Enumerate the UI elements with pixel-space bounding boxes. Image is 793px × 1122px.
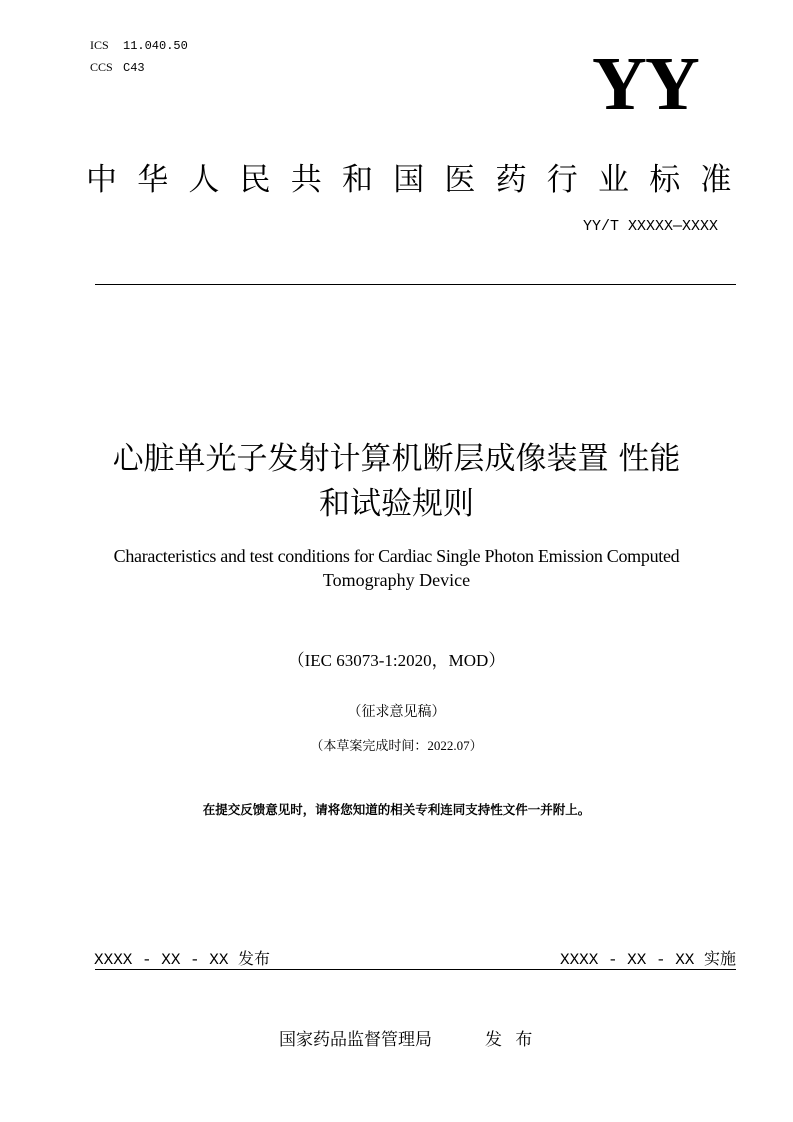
yy-logo: YY <box>592 42 698 126</box>
ics-value: 11.040.50 <box>123 39 188 53</box>
patent-notice: 在提交反馈意见时，请将您知道的相关专利连同支持性文件一并附上。 <box>202 802 591 817</box>
standard-number: YY/T XXXXX—XXXX <box>582 218 718 235</box>
ics-label: ICS <box>90 38 109 52</box>
title-en-line2: Tomography Device <box>322 570 471 590</box>
title-en-line1: Characteristics and test conditions for Cardiac Single Photon Emission Computed <box>113 546 680 566</box>
title-cn-line2: 和试验规则 <box>319 486 474 522</box>
publisher: 国家药品监督管理局 <box>279 1030 432 1050</box>
standard-category: 中华人民共和国医药行业标准 <box>86 162 752 198</box>
publish-label: 发 布 <box>485 1030 537 1050</box>
footer-divider <box>95 969 736 970</box>
draft-status: （征求意见稿） <box>347 705 446 720</box>
title-cn-line1: 心脏单光子发射计算机断层成像装置 性能 <box>112 441 681 477</box>
ccs-label: CCS <box>90 60 113 74</box>
iec-reference: （IEC 63073-1:2020，MOD） <box>287 651 506 670</box>
implement-date: XXXX - XX - XX 实施 <box>559 951 736 969</box>
draft-date: （本草案完成时间：2022.07） <box>310 738 483 753</box>
publish-date: XXXX - XX - XX 发布 <box>94 951 271 969</box>
ccs-value: C43 <box>123 61 145 75</box>
header-divider <box>95 284 736 285</box>
